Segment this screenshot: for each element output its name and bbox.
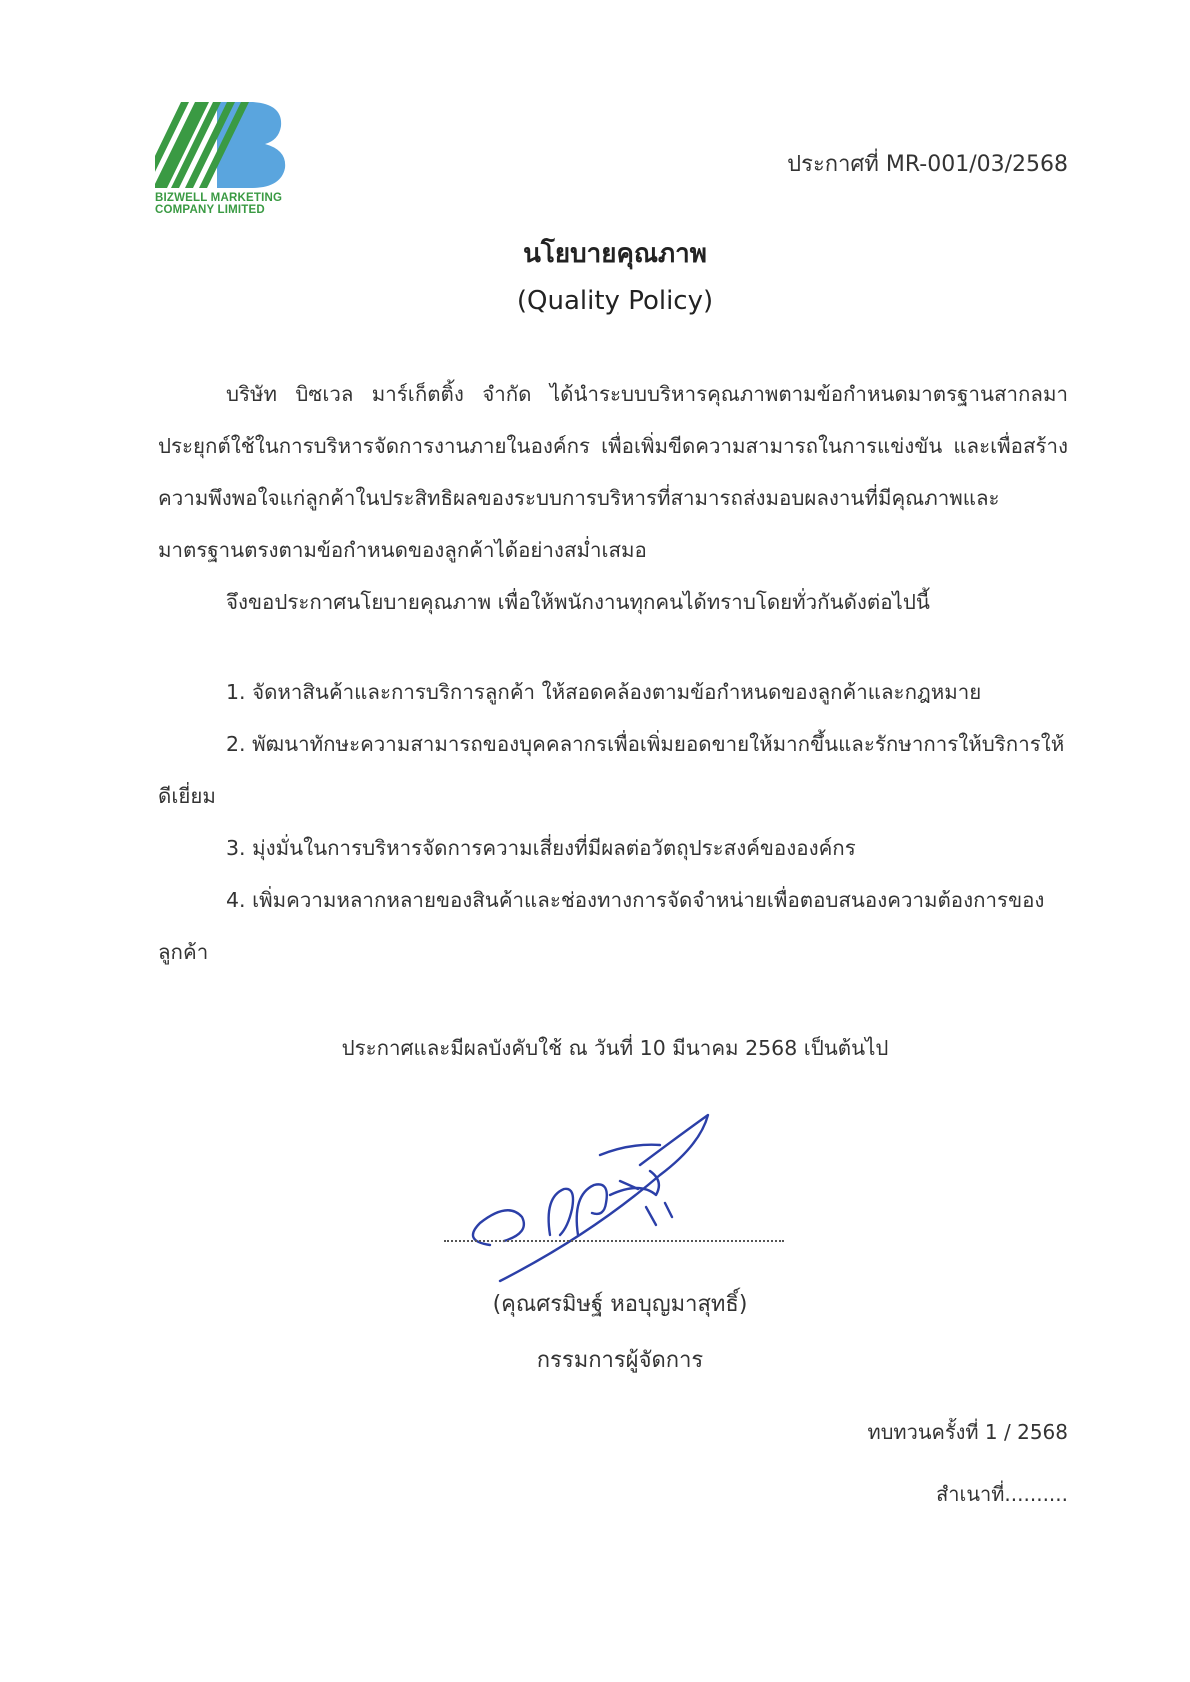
- signer-name: (คุณศรมิษฐ์ หอบุญมาสุทธิ์): [492, 1292, 748, 1317]
- policy-item-4: 4. เพิ่มความหลากหลายของสินค้าและช่องทางการจัดจำหน่ายเพื่อตอบสนองความต้องการของลูกค้า: [158, 888, 1045, 964]
- signature-icon: [460, 1085, 720, 1285]
- logo-line-1: BIZWELL MARKETING: [155, 192, 283, 204]
- copy-number: สำเนาที่..........: [936, 1482, 1068, 1506]
- announcement-number: ประกาศที่ MR-001/03/2568: [787, 152, 1068, 177]
- signer-title: กรรมการผู้จัดการ: [536, 1348, 704, 1373]
- logo-line-2: COMPANY LIMITED: [155, 204, 265, 216]
- bizwell-logo-icon: [155, 100, 295, 192]
- company-logo: [155, 100, 295, 220]
- effective-date: ประกาศและมีผลบังคับใช้ ณ วันที่ 10 มีนาคม 2568 เป็นต้นไป: [341, 1036, 889, 1060]
- signature-image: [460, 1085, 720, 1289]
- intro-paragraph: บริษัท บิซเวล มาร์เก็ตติ้ง จำกัด ได้นำระบบบริหารคุณภาพตามข้อกำหนดมาตรฐานสากลมาประยุกต์ใช้ในการบริหารจัดการงานภายในองค์กร เพื่อเพิ่มขีดความสามารถในการแข่งขัน และเพื่อสร้างความพึงพอใจแก่ลูกค้าในประสิทธิผลของระบบการบริหารที่สามารถส่งมอบผลงานที่มีคุณภาพและมาตรฐานตรงตามข้อกำหนดของลูกค้าได้อย่างสม่ำเสมอ: [158, 382, 1068, 562]
- policy-item-3: 3. มุ่งมั่นในการบริหารจัดการความเสี่ยงที่มีผลต่อวัตถุประสงค์ขององค์กร: [226, 836, 856, 860]
- policy-item-1: 1. จัดหาสินค้าและการบริการลูกค้า ให้สอดคล้องตามข้อกำหนดของลูกค้าและกฎหมาย: [226, 680, 982, 704]
- document-title: นโยบายคุณภาพ: [523, 239, 707, 269]
- policy-item-2: 2. พัฒนาทักษะความสามารถของบุคคลากรเพื่อเพิ่มยอดขายให้มากขึ้นและรักษาการให้บริการให้ดีเยี่ยม: [158, 732, 1065, 808]
- logo-company-name: [155, 192, 295, 216]
- signature-line: [444, 1240, 784, 1242]
- review-number: ทบทวนครั้งที่ 1 / 2568: [867, 1420, 1068, 1444]
- announce-line: จึงขอประกาศนโยบายคุณภาพ เพื่อให้พนักงานทุกคนได้ทราบโดยทั่วกันดังต่อไปนี้: [226, 590, 930, 614]
- document-subtitle: (Quality Policy): [516, 286, 714, 316]
